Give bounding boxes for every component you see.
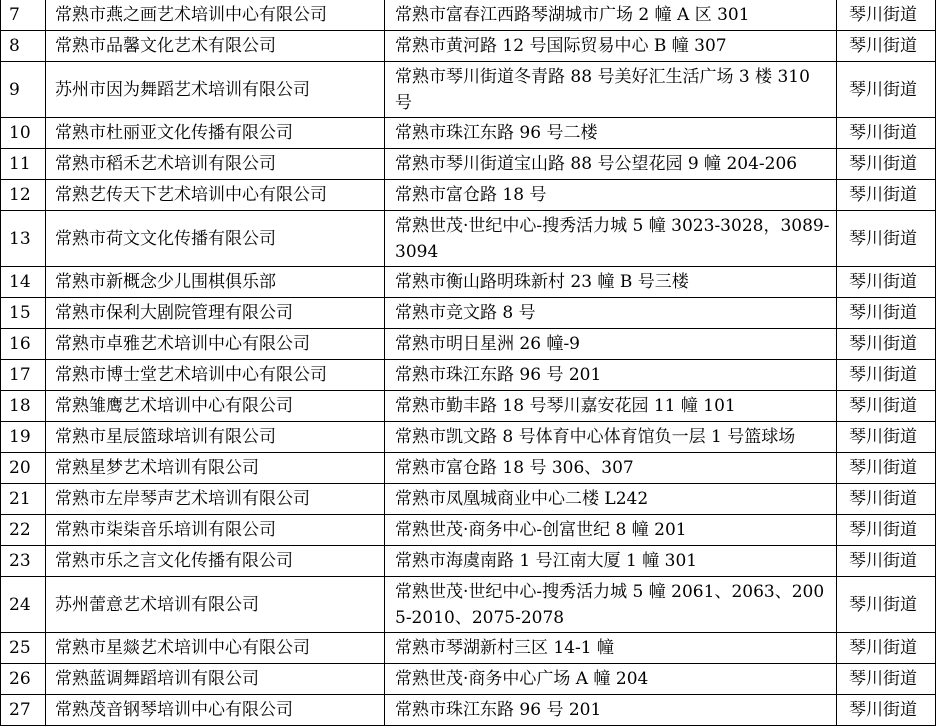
street-cell: 琴川街道 bbox=[837, 515, 936, 546]
table-row bbox=[1, 484, 936, 515]
street-cell: 琴川街道 bbox=[837, 298, 936, 329]
company-name-cell: 常熟星梦艺术培训有限公司 bbox=[46, 453, 385, 484]
company-name-cell: 常熟市柒柒音乐培训有限公司 bbox=[46, 515, 385, 546]
row-number-cell: 21 bbox=[1, 484, 46, 515]
street-cell: 琴川街道 bbox=[837, 695, 936, 726]
row-number-cell: 14 bbox=[1, 267, 46, 298]
company-name-cell: 常熟市乐之言文化传播有限公司 bbox=[46, 546, 385, 577]
company-name-cell: 常熟市杜丽亚文化传播有限公司 bbox=[46, 118, 385, 149]
address-cell: 常熟世茂·世纪中心-搜秀活力城 5 幢 3023-3028，3089-3094 bbox=[385, 211, 837, 267]
row-number-cell: 11 bbox=[1, 149, 46, 180]
street-cell: 琴川街道 bbox=[837, 664, 936, 695]
row-number-cell: 12 bbox=[1, 180, 46, 211]
company-name-cell: 常熟市燕之画艺术培训中心有限公司 bbox=[46, 0, 385, 31]
company-name-cell: 常熟雏鹰艺术培训中心有限公司 bbox=[46, 391, 385, 422]
address-cell: 常熟市凤凰城商业中心二楼 L242 bbox=[385, 484, 837, 515]
address-cell: 常熟市富仓路 18 号 306、307 bbox=[385, 453, 837, 484]
address-cell: 常熟市明日星洲 26 幢-9 bbox=[385, 329, 837, 360]
company-name-cell: 常熟茂音钢琴培训中心有限公司 bbox=[46, 695, 385, 726]
row-number-cell: 27 bbox=[1, 695, 46, 726]
street-cell: 琴川街道 bbox=[837, 0, 936, 31]
table-row bbox=[1, 118, 936, 149]
table-row bbox=[1, 577, 936, 633]
address-cell: 常熟市珠江东路 96 号 201 bbox=[385, 695, 837, 726]
company-name-cell: 常熟市左岸琴声艺术培训有限公司 bbox=[46, 484, 385, 515]
table-row bbox=[1, 515, 936, 546]
table-row bbox=[1, 329, 936, 360]
table-row bbox=[1, 695, 936, 726]
address-cell: 常熟世茂·世纪中心-搜秀活力城 5 幢 2061、2063、2005-2010、2075-2078 bbox=[385, 577, 837, 633]
row-number-cell: 26 bbox=[1, 664, 46, 695]
street-cell: 琴川街道 bbox=[837, 391, 936, 422]
address-cell: 常熟市琴川街道宝山路 88 号公望花园 9 幢 204-206 bbox=[385, 149, 837, 180]
address-cell: 常熟市海虞南路 1 号江南大厦 1 幢 301 bbox=[385, 546, 837, 577]
address-cell: 常熟市琴湖新村三区 14-1 幢 bbox=[385, 633, 837, 664]
address-cell: 常熟世茂·商务中心广场 A 幢 204 bbox=[385, 664, 837, 695]
address-cell: 常熟市凯文路 8 号体育中心体育馆负一层 1 号篮球场 bbox=[385, 422, 837, 453]
table-row bbox=[1, 453, 936, 484]
table-row bbox=[1, 31, 936, 62]
row-number-cell: 24 bbox=[1, 577, 46, 633]
table-row bbox=[1, 298, 936, 329]
company-name-cell: 常熟市卓雅艺术培训中心有限公司 bbox=[46, 329, 385, 360]
row-number-cell: 17 bbox=[1, 360, 46, 391]
row-number-cell: 25 bbox=[1, 633, 46, 664]
street-cell: 琴川街道 bbox=[837, 633, 936, 664]
table-row bbox=[1, 180, 936, 211]
address-cell: 常熟市富仓路 18 号 bbox=[385, 180, 837, 211]
row-number-cell: 8 bbox=[1, 31, 46, 62]
company-name-cell: 苏州蕾意艺术培训有限公司 bbox=[46, 577, 385, 633]
street-cell: 琴川街道 bbox=[837, 267, 936, 298]
row-number-cell: 15 bbox=[1, 298, 46, 329]
street-cell: 琴川街道 bbox=[837, 329, 936, 360]
table-row bbox=[1, 360, 936, 391]
street-cell: 琴川街道 bbox=[837, 31, 936, 62]
street-cell: 琴川街道 bbox=[837, 577, 936, 633]
street-cell: 琴川街道 bbox=[837, 453, 936, 484]
address-cell: 常熟市勤丰路 18 号琴川嘉安花园 11 幢 101 bbox=[385, 391, 837, 422]
company-name-cell: 常熟市新概念少儿围棋俱乐部 bbox=[46, 267, 385, 298]
address-cell: 常熟市竞文路 8 号 bbox=[385, 298, 837, 329]
table-row bbox=[1, 267, 936, 298]
street-cell: 琴川街道 bbox=[837, 484, 936, 515]
row-number-cell: 20 bbox=[1, 453, 46, 484]
street-cell: 琴川街道 bbox=[837, 211, 936, 267]
address-cell: 常熟世茂·商务中心-创富世纪 8 幢 201 bbox=[385, 515, 837, 546]
table-row bbox=[1, 149, 936, 180]
street-cell: 琴川街道 bbox=[837, 118, 936, 149]
company-name-cell: 常熟市星燚艺术培训中心有限公司 bbox=[46, 633, 385, 664]
company-name-cell: 常熟艺传天下艺术培训中心有限公司 bbox=[46, 180, 385, 211]
row-number-cell: 16 bbox=[1, 329, 46, 360]
address-cell: 常熟市黄河路 12 号国际贸易中心 B 幢 307 bbox=[385, 31, 837, 62]
address-cell: 常熟市衡山路明珠新村 23 幢 B 号三楼 bbox=[385, 267, 837, 298]
street-cell: 琴川街道 bbox=[837, 180, 936, 211]
company-name-cell: 常熟市保利大剧院管理有限公司 bbox=[46, 298, 385, 329]
table-body bbox=[1, 0, 936, 726]
address-cell: 常熟市珠江东路 96 号 201 bbox=[385, 360, 837, 391]
company-name-cell: 常熟市稻禾艺术培训有限公司 bbox=[46, 149, 385, 180]
table-row bbox=[1, 0, 936, 31]
row-number-cell: 13 bbox=[1, 211, 46, 267]
street-cell: 琴川街道 bbox=[837, 422, 936, 453]
street-cell: 琴川街道 bbox=[837, 360, 936, 391]
row-number-cell: 22 bbox=[1, 515, 46, 546]
table-row bbox=[1, 546, 936, 577]
company-name-cell: 常熟市博士堂艺术培训中心有限公司 bbox=[46, 360, 385, 391]
table-row bbox=[1, 664, 936, 695]
row-number-cell: 9 bbox=[1, 62, 46, 118]
company-name-cell: 苏州市因为舞蹈艺术培训有限公司 bbox=[46, 62, 385, 118]
table-row bbox=[1, 391, 936, 422]
row-number-cell: 23 bbox=[1, 546, 46, 577]
table-row bbox=[1, 422, 936, 453]
address-cell: 常熟市珠江东路 96 号二楼 bbox=[385, 118, 837, 149]
table-row bbox=[1, 211, 936, 267]
table-row bbox=[1, 633, 936, 664]
street-cell: 琴川街道 bbox=[837, 62, 936, 118]
row-number-cell: 19 bbox=[1, 422, 46, 453]
address-cell: 常熟市富春江西路琴湖城市广场 2 幢 A 区 301 bbox=[385, 0, 837, 31]
row-number-cell: 18 bbox=[1, 391, 46, 422]
company-name-cell: 常熟市荷文文化传播有限公司 bbox=[46, 211, 385, 267]
row-number-cell: 10 bbox=[1, 118, 46, 149]
company-name-cell: 常熟蓝调舞蹈培训有限公司 bbox=[46, 664, 385, 695]
table-row bbox=[1, 62, 936, 118]
row-number-cell: 7 bbox=[1, 0, 46, 31]
street-cell: 琴川街道 bbox=[837, 149, 936, 180]
company-name-cell: 常熟市星辰篮球培训有限公司 bbox=[46, 422, 385, 453]
company-name-cell: 常熟市品馨文化艺术有限公司 bbox=[46, 31, 385, 62]
street-cell: 琴川街道 bbox=[837, 546, 936, 577]
address-cell: 常熟市琴川街道冬青路 88 号美好汇生活广场 3 楼 310 号 bbox=[385, 62, 837, 118]
